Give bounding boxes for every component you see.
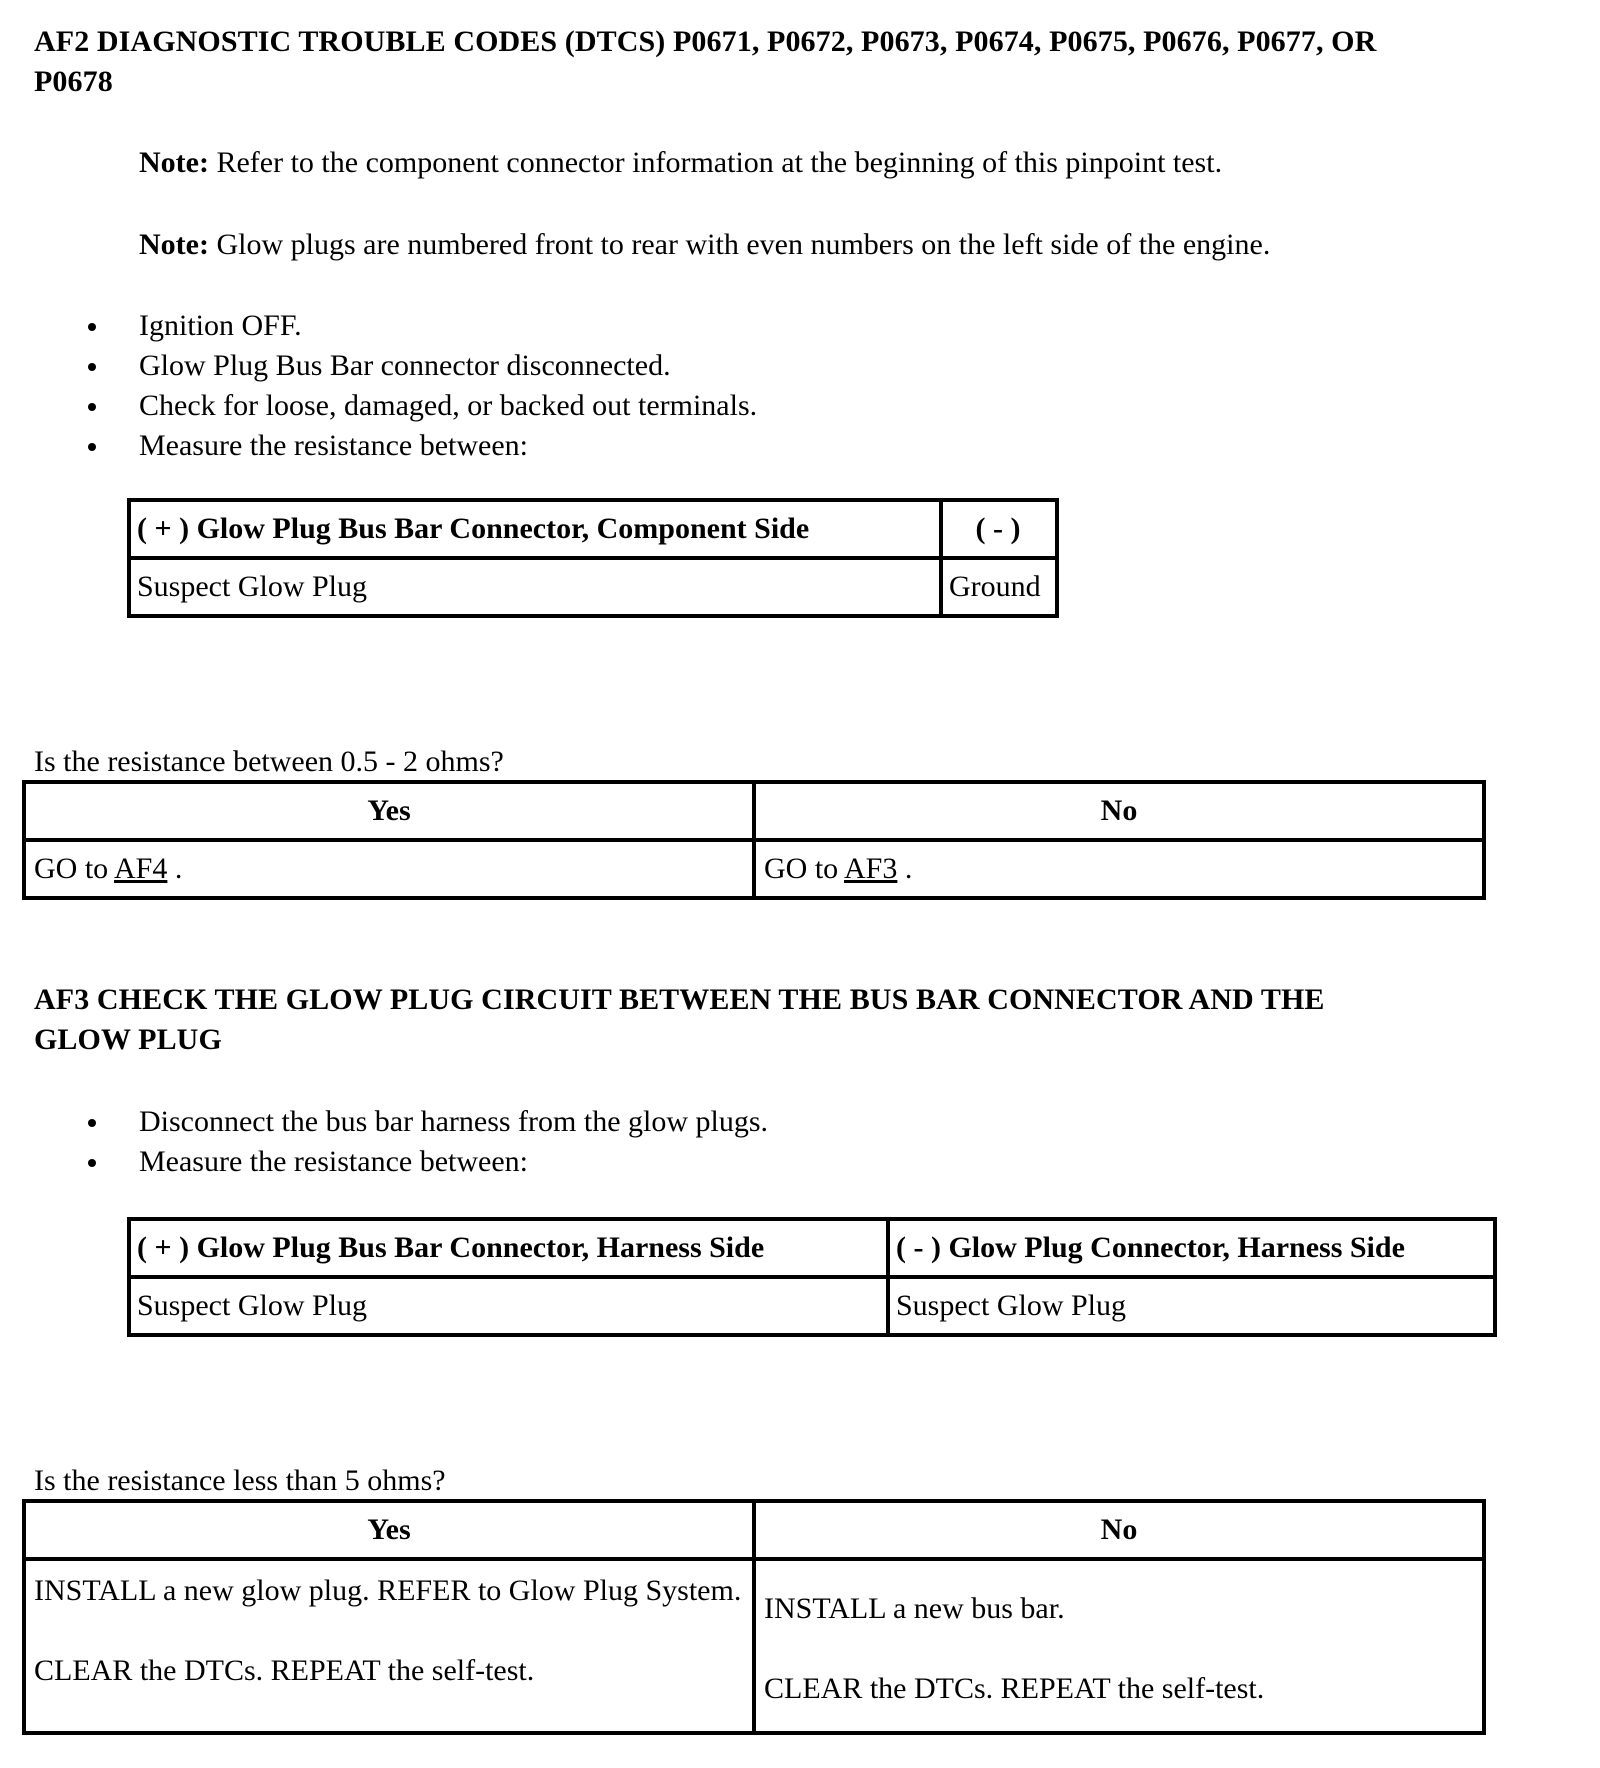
bullet-icon	[88, 443, 96, 451]
af2-question: Is the resistance between 0.5 - 2 ohms?	[34, 745, 504, 778]
table-row	[129, 1277, 1495, 1335]
af3-heading-line2: GLOW PLUG	[34, 1023, 222, 1056]
table-cell: Ground	[941, 558, 1057, 616]
table-row	[24, 1501, 1484, 1559]
table-row	[129, 1219, 1495, 1277]
af3-heading	[34, 980, 1325, 1060]
table-cell: Suspect Glow Plug	[129, 558, 941, 616]
af2-note-2	[139, 226, 1270, 264]
af3-result-table	[22, 1499, 1486, 1735]
af2-result-table	[22, 780, 1486, 900]
yes-instruction: INSTALL a new glow plug. REFER to Glow Plug System.	[34, 1574, 742, 1607]
no-header: No	[754, 1501, 1484, 1559]
yes-header: Yes	[24, 782, 754, 840]
yes-clear-instruction: CLEAR the DTCs. REPEAT the self-test.	[34, 1654, 535, 1687]
af3-measure-table	[127, 1217, 1497, 1337]
bullet-icon	[88, 403, 96, 411]
table-header-cell: ( - ) Glow Plug Connector, Harness Side	[888, 1219, 1495, 1277]
af3-heading-line1: AF3 CHECK THE GLOW PLUG CIRCUIT BETWEEN THE BUS BAR CONNECTOR AND THE	[34, 983, 1325, 1016]
af2-bullet-list	[139, 306, 757, 466]
list-item: Measure the resistance between:	[139, 1142, 768, 1182]
link-af3[interactable]: AF3	[844, 852, 898, 885]
af2-heading-line1: AF2 DIAGNOSTIC TROUBLE CODES (DTCS) P0671, P0672, P0673, P0674, P0675, P0676, P0677, OR	[34, 25, 1377, 58]
af2-note-1	[139, 144, 1222, 182]
list-item: Glow Plug Bus Bar connector disconnected.	[139, 346, 757, 386]
yes-header: Yes	[24, 1501, 754, 1559]
yes-cell	[24, 1559, 754, 1733]
list-item: Measure the resistance between:	[139, 426, 757, 466]
bullet-icon	[88, 363, 96, 371]
list-item: Ignition OFF.	[139, 306, 757, 346]
link-af4[interactable]: AF4	[114, 852, 168, 885]
table-header-cell: ( + ) Glow Plug Bus Bar Connector, Harness Side	[129, 1219, 888, 1277]
table-cell: Suspect Glow Plug	[888, 1277, 1495, 1335]
no-cell: GO to AF3 .	[754, 840, 1484, 898]
table-header-cell: ( - )	[941, 500, 1057, 558]
note-text: Glow plugs are numbered front to rear with even numbers on the left side of the engine.	[208, 228, 1271, 261]
note-label: Note:	[139, 146, 209, 179]
yes-cell: GO to AF4 .	[24, 840, 754, 898]
table-header-cell: ( + ) Glow Plug Bus Bar Connector, Component Side	[129, 500, 941, 558]
list-item: Check for loose, damaged, or backed out terminals.	[139, 386, 757, 426]
list-item: Disconnect the bus bar harness from the glow plugs.	[139, 1102, 768, 1142]
table-row	[129, 500, 1057, 558]
table-row	[129, 558, 1057, 616]
af3-question: Is the resistance less than 5 ohms?	[34, 1464, 446, 1497]
bullet-icon	[88, 1159, 96, 1167]
af3-bullet-list	[139, 1102, 768, 1182]
note-label: Note:	[139, 228, 209, 261]
note-text: Refer to the component connector information at the beginning of this pinpoint test.	[208, 146, 1223, 179]
no-instruction: INSTALL a new bus bar.	[764, 1592, 1065, 1625]
af2-heading-line2: P0678	[34, 65, 113, 98]
table-cell: Suspect Glow Plug	[129, 1277, 888, 1335]
no-cell	[754, 1559, 1484, 1733]
af2-heading	[34, 22, 1376, 102]
table-row	[24, 840, 1484, 898]
table-row	[24, 782, 1484, 840]
no-clear-instruction: CLEAR the DTCs. REPEAT the self-test.	[764, 1672, 1265, 1705]
bullet-icon	[88, 1119, 96, 1127]
no-header: No	[754, 782, 1484, 840]
bullet-icon	[88, 323, 96, 331]
af2-measure-table	[127, 498, 1059, 618]
table-row	[24, 1559, 1484, 1733]
